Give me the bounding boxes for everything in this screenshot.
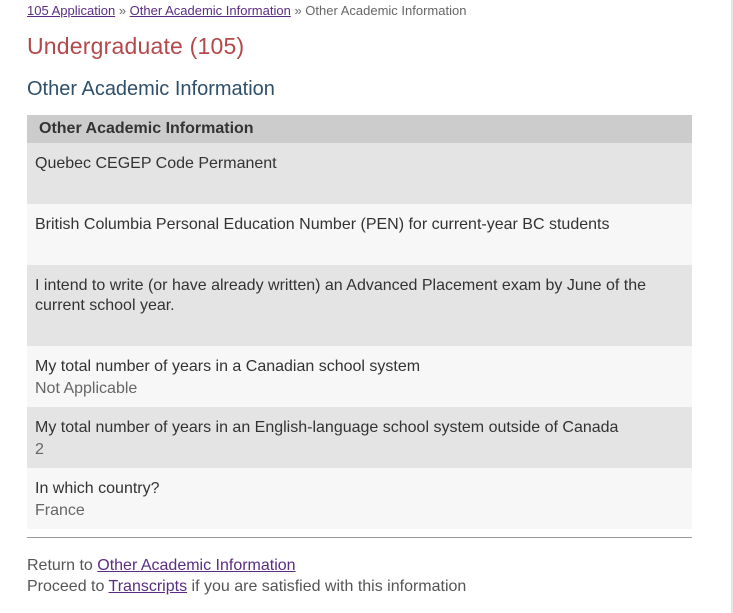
page-title: Undergraduate (105)	[27, 33, 245, 59]
transcripts-link[interactable]: Transcripts	[108, 578, 188, 595]
breadcrumb-separator: »	[118, 3, 127, 18]
return-prefix: Return to	[27, 557, 93, 574]
info-table	[27, 115, 692, 529]
proceed-prefix: Proceed to	[27, 578, 105, 595]
divider	[27, 537, 692, 538]
table-row	[27, 265, 692, 346]
row-question: My total number of years in a Canadian school system	[35, 358, 421, 375]
section-title: Other Academic Information	[27, 78, 275, 100]
table-row	[27, 143, 692, 204]
row-answer: France	[35, 502, 85, 519]
row-question: I intend to write (or have already written) an Advanced Placement exam by June of the current school year.	[35, 277, 646, 314]
table-row	[27, 407, 692, 468]
table-row	[27, 204, 692, 265]
row-question: Quebec CEGEP Code Permanent	[35, 155, 277, 172]
row-question: In which country?	[35, 480, 160, 497]
row-question: British Columbia Personal Education Number (PEN) for current-year BC students	[35, 216, 610, 233]
row-answer: 2	[35, 441, 44, 458]
breadcrumb-separator: »	[294, 3, 302, 18]
return-link[interactable]: Other Academic Information	[97, 557, 296, 574]
proceed-line	[27, 578, 466, 596]
breadcrumb	[27, 3, 466, 18]
table-header: Other Academic Information	[27, 115, 692, 143]
return-line	[27, 557, 296, 575]
row-question: My total number of years in an English-language school system outside of Canada	[35, 419, 619, 436]
row-answer: Not Applicable	[35, 380, 138, 397]
breadcrumb-current: Other Academic Information	[305, 3, 467, 18]
breadcrumb-link-application[interactable]: 105 Application	[27, 3, 116, 18]
breadcrumb-link-other-academic[interactable]: Other Academic Information	[129, 3, 291, 18]
table-row	[27, 468, 692, 529]
proceed-suffix: if you are satisfied with this information	[191, 578, 467, 595]
table-row	[27, 346, 692, 407]
